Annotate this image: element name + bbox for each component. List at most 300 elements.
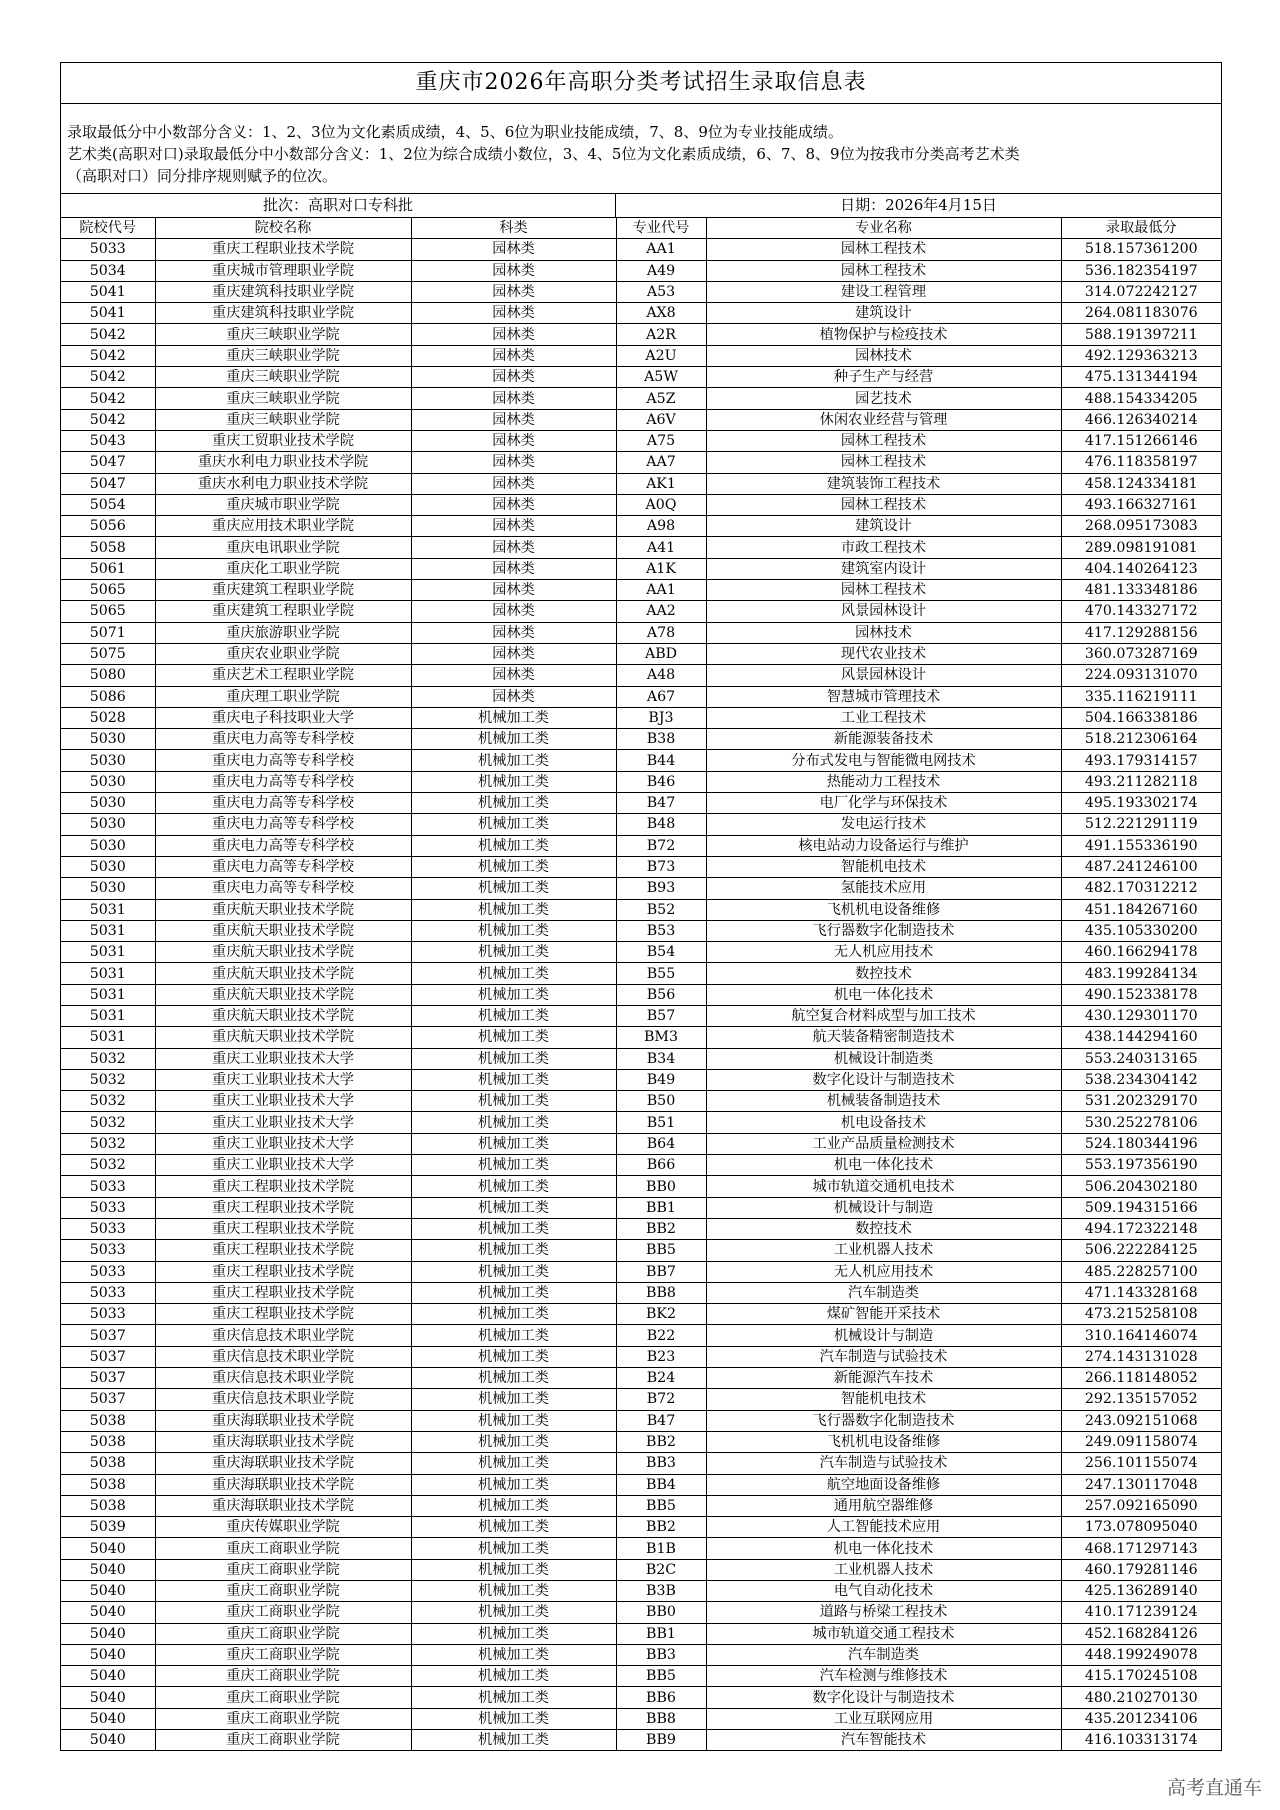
cell-category: 机械加工类 (411, 1005, 616, 1026)
table-row (61, 1282, 1221, 1303)
cell-major-name: 汽车智能技术 (706, 1730, 1061, 1751)
cell-school-code: 5038 (61, 1495, 155, 1516)
cell-school-name: 重庆电力高等专科学校 (155, 750, 411, 771)
page-title: 重庆市2026年高职分类考试招生录取信息表 (61, 63, 1221, 104)
cell-major-name: 分布式发电与智能微电网技术 (706, 750, 1061, 771)
cell-major-code: BK2 (616, 1304, 706, 1325)
admission-sheet (60, 62, 1222, 1751)
cell-category: 机械加工类 (411, 1155, 616, 1176)
table-row (61, 537, 1221, 558)
cell-major-name: 新能源汽车技术 (706, 1368, 1061, 1389)
cell-major-code: A48 (616, 665, 706, 686)
note-line: 录取最低分中小数部分含义：1、2、3位为文化素质成绩，4、5、6位为职业技能成绩，7、8、9位为专业技能成绩。 (67, 123, 843, 141)
cell-min-score: 493.211282118 (1061, 771, 1221, 792)
cell-category: 机械加工类 (411, 1538, 616, 1559)
cell-school-code: 5030 (61, 835, 155, 856)
cell-school-code: 5033 (61, 1261, 155, 1282)
cell-min-score: 468.171297143 (1061, 1538, 1221, 1559)
cell-school-code: 5041 (61, 303, 155, 324)
cell-category: 机械加工类 (411, 1261, 616, 1282)
cell-min-score: 224.093131070 (1061, 665, 1221, 686)
cell-major-name: 道路与桥梁工程技术 (706, 1602, 1061, 1623)
cell-school-name: 重庆工程职业技术学院 (155, 1240, 411, 1261)
cell-category: 园林类 (411, 643, 616, 664)
cell-school-name: 重庆电力高等专科学校 (155, 771, 411, 792)
table-row (61, 622, 1221, 643)
cell-school-code: 5042 (61, 324, 155, 345)
table-row (61, 665, 1221, 686)
cell-school-name: 重庆建筑科技职业学院 (155, 281, 411, 302)
table-row (61, 1218, 1221, 1239)
watermark-text: 高考直通车 (1166, 1777, 1262, 1799)
table-row (61, 1069, 1221, 1090)
cell-school-name: 重庆工商职业学院 (155, 1602, 411, 1623)
notes-block (61, 116, 1221, 194)
cell-school-code: 5040 (61, 1666, 155, 1687)
cell-school-code: 5056 (61, 516, 155, 537)
cell-min-score: 247.130117048 (1061, 1474, 1221, 1495)
cell-major-name: 智慧城市管理技术 (706, 686, 1061, 707)
cell-category: 机械加工类 (411, 1218, 616, 1239)
cell-major-code: AA1 (616, 580, 706, 601)
cell-school-code: 5031 (61, 899, 155, 920)
cell-min-score: 466.126340214 (1061, 409, 1221, 430)
cell-school-code: 5032 (61, 1133, 155, 1154)
table-row (61, 1240, 1221, 1261)
cell-school-code: 5032 (61, 1091, 155, 1112)
cell-school-code: 5040 (61, 1730, 155, 1751)
cell-category: 机械加工类 (411, 1687, 616, 1708)
cell-school-name: 重庆工商职业学院 (155, 1730, 411, 1751)
cell-category: 机械加工类 (411, 814, 616, 835)
cell-major-code: BB8 (616, 1282, 706, 1303)
cell-category: 机械加工类 (411, 1197, 616, 1218)
cell-major-code: BB5 (616, 1666, 706, 1687)
header-major-code: 专业代号 (616, 218, 706, 239)
cell-category: 园林类 (411, 537, 616, 558)
cell-major-name: 人工智能技术应用 (706, 1517, 1061, 1538)
cell-category: 园林类 (411, 665, 616, 686)
cell-major-name: 工业互联网应用 (706, 1708, 1061, 1729)
cell-category: 机械加工类 (411, 1240, 616, 1261)
cell-major-code: BB2 (616, 1431, 706, 1452)
cell-min-score: 492.129363213 (1061, 345, 1221, 366)
cell-category: 园林类 (411, 324, 616, 345)
cell-major-code: BB9 (616, 1730, 706, 1751)
cell-school-code: 5037 (61, 1368, 155, 1389)
cell-major-code: AA1 (616, 239, 706, 260)
cell-school-code: 5034 (61, 260, 155, 281)
table-row (61, 281, 1221, 302)
cell-category: 机械加工类 (411, 963, 616, 984)
cell-min-score: 588.191397211 (1061, 324, 1221, 345)
table-row (61, 1410, 1221, 1431)
cell-category: 机械加工类 (411, 1495, 616, 1516)
cell-school-name: 重庆信息技术职业学院 (155, 1325, 411, 1346)
header-school-name: 院校名称 (155, 218, 411, 239)
cell-major-code: A5W (616, 367, 706, 388)
cell-category: 园林类 (411, 580, 616, 601)
table-row (61, 409, 1221, 430)
cell-school-code: 5037 (61, 1346, 155, 1367)
table-row (61, 516, 1221, 537)
cell-major-name: 园林工程技术 (706, 580, 1061, 601)
cell-major-code: B38 (616, 729, 706, 750)
cell-major-name: 航空地面设备维修 (706, 1474, 1061, 1495)
cell-major-name: 汽车制造与试验技术 (706, 1453, 1061, 1474)
cell-min-score: 268.095173083 (1061, 516, 1221, 537)
cell-min-score: 475.131344194 (1061, 367, 1221, 388)
cell-school-name: 重庆城市职业学院 (155, 494, 411, 515)
cell-min-score: 494.172322148 (1061, 1218, 1221, 1239)
cell-major-name: 核电站动力设备运行与维护 (706, 835, 1061, 856)
cell-major-name: 建筑室内设计 (706, 558, 1061, 579)
cell-major-code: B52 (616, 899, 706, 920)
table-row (61, 1027, 1221, 1048)
cell-min-score: 249.091158074 (1061, 1431, 1221, 1452)
cell-min-score: 553.197356190 (1061, 1155, 1221, 1176)
cell-school-code: 5040 (61, 1602, 155, 1623)
cell-major-name: 机电设备技术 (706, 1112, 1061, 1133)
cell-school-code: 5040 (61, 1708, 155, 1729)
cell-major-code: BM3 (616, 1027, 706, 1048)
cell-min-score: 257.092165090 (1061, 1495, 1221, 1516)
batch-label: 批次：高职对口专科批 (61, 194, 616, 217)
cell-major-name: 风景园林设计 (706, 601, 1061, 622)
cell-school-code: 5030 (61, 878, 155, 899)
cell-category: 机械加工类 (411, 1602, 616, 1623)
cell-major-name: 航天装备精密制造技术 (706, 1027, 1061, 1048)
cell-major-name: 市政工程技术 (706, 537, 1061, 558)
cell-min-score: 256.101155074 (1061, 1453, 1221, 1474)
cell-major-name: 园林技术 (706, 345, 1061, 366)
cell-major-name: 智能机电技术 (706, 856, 1061, 877)
table-row (61, 1133, 1221, 1154)
table-row (61, 835, 1221, 856)
cell-school-name: 重庆工业职业技术大学 (155, 1112, 411, 1133)
cell-major-name: 汽车制造类 (706, 1644, 1061, 1665)
cell-major-name: 建筑设计 (706, 516, 1061, 537)
table-row (61, 260, 1221, 281)
cell-school-code: 5042 (61, 367, 155, 388)
cell-min-score: 264.081183076 (1061, 303, 1221, 324)
cell-school-code: 5031 (61, 942, 155, 963)
table-row (61, 1368, 1221, 1389)
cell-major-name: 飞机机电设备维修 (706, 1431, 1061, 1452)
cell-school-code: 5032 (61, 1069, 155, 1090)
table-row (61, 814, 1221, 835)
table-row (61, 601, 1221, 622)
cell-major-name: 机械装备制造技术 (706, 1091, 1061, 1112)
cell-major-code: B72 (616, 835, 706, 856)
batch-date-row (61, 194, 1221, 218)
cell-school-name: 重庆水利电力职业技术学院 (155, 452, 411, 473)
cell-category: 机械加工类 (411, 942, 616, 963)
cell-min-score: 485.228257100 (1061, 1261, 1221, 1282)
cell-category: 机械加工类 (411, 1176, 616, 1197)
table-row (61, 303, 1221, 324)
cell-school-code: 5038 (61, 1474, 155, 1495)
cell-min-score: 335.116219111 (1061, 686, 1221, 707)
cell-school-name: 重庆农业职业学院 (155, 643, 411, 664)
cell-school-code: 5037 (61, 1325, 155, 1346)
cell-min-score: 495.193302174 (1061, 793, 1221, 814)
cell-school-name: 重庆工商职业学院 (155, 1687, 411, 1708)
table-row (61, 1602, 1221, 1623)
cell-major-code: BB0 (616, 1176, 706, 1197)
cell-major-code: B56 (616, 984, 706, 1005)
cell-school-name: 重庆工商职业学院 (155, 1644, 411, 1665)
cell-major-name: 煤矿智能开采技术 (706, 1304, 1061, 1325)
cell-school-code: 5039 (61, 1517, 155, 1538)
header-min-score: 录取最低分 (1061, 218, 1221, 239)
cell-category: 园林类 (411, 388, 616, 409)
cell-major-name: 植物保护与检疫技术 (706, 324, 1061, 345)
cell-major-name: 风景园林设计 (706, 665, 1061, 686)
cell-min-score: 553.240313165 (1061, 1048, 1221, 1069)
cell-category: 机械加工类 (411, 1091, 616, 1112)
cell-category: 机械加工类 (411, 750, 616, 771)
cell-category: 机械加工类 (411, 1389, 616, 1410)
table-row (61, 963, 1221, 984)
table-row (61, 1474, 1221, 1495)
cell-major-code: AX8 (616, 303, 706, 324)
cell-min-score: 274.143131028 (1061, 1346, 1221, 1367)
cell-school-name: 重庆理工职业学院 (155, 686, 411, 707)
table-row (61, 494, 1221, 515)
cell-school-name: 重庆电力高等专科学校 (155, 878, 411, 899)
cell-school-name: 重庆旅游职业学院 (155, 622, 411, 643)
table-row (61, 1623, 1221, 1644)
table-row (61, 430, 1221, 451)
cell-category: 机械加工类 (411, 771, 616, 792)
cell-major-code: BB5 (616, 1240, 706, 1261)
cell-category: 园林类 (411, 516, 616, 537)
cell-school-name: 重庆航天职业技术学院 (155, 1027, 411, 1048)
cell-major-code: BB7 (616, 1261, 706, 1282)
cell-school-code: 5038 (61, 1410, 155, 1431)
cell-min-score: 292.135157052 (1061, 1389, 1221, 1410)
cell-category: 机械加工类 (411, 1069, 616, 1090)
cell-school-name: 重庆海联职业技术学院 (155, 1474, 411, 1495)
cell-school-code: 5030 (61, 856, 155, 877)
cell-min-score: 314.072242127 (1061, 281, 1221, 302)
cell-category: 园林类 (411, 281, 616, 302)
table-row (61, 1304, 1221, 1325)
cell-school-name: 重庆航天职业技术学院 (155, 942, 411, 963)
cell-category: 机械加工类 (411, 1368, 616, 1389)
cell-category: 机械加工类 (411, 878, 616, 899)
cell-major-code: B57 (616, 1005, 706, 1026)
cell-school-name: 重庆电力高等专科学校 (155, 729, 411, 750)
cell-min-score: 360.073287169 (1061, 643, 1221, 664)
cell-school-code: 5040 (61, 1687, 155, 1708)
table-row (61, 1517, 1221, 1538)
cell-school-name: 重庆电力高等专科学校 (155, 856, 411, 877)
table-row (61, 1559, 1221, 1580)
cell-school-name: 重庆工贸职业技术学院 (155, 430, 411, 451)
cell-major-name: 数控技术 (706, 963, 1061, 984)
cell-school-name: 重庆信息技术职业学院 (155, 1389, 411, 1410)
cell-major-name: 汽车制造类 (706, 1282, 1061, 1303)
cell-category: 园林类 (411, 622, 616, 643)
cell-major-code: B2C (616, 1559, 706, 1580)
cell-school-name: 重庆工业职业技术大学 (155, 1069, 411, 1090)
cell-major-name: 数字化设计与制造技术 (706, 1687, 1061, 1708)
cell-category: 机械加工类 (411, 1666, 616, 1687)
table-row (61, 686, 1221, 707)
cell-major-code: A78 (616, 622, 706, 643)
cell-school-name: 重庆工业职业技术大学 (155, 1048, 411, 1069)
cell-major-code: A0Q (616, 494, 706, 515)
cell-category: 机械加工类 (411, 984, 616, 1005)
cell-school-code: 5038 (61, 1453, 155, 1474)
table-row (61, 856, 1221, 877)
cell-category: 机械加工类 (411, 1133, 616, 1154)
cell-school-code: 5040 (61, 1623, 155, 1644)
cell-major-name: 智能机电技术 (706, 1389, 1061, 1410)
cell-major-code: A98 (616, 516, 706, 537)
cell-major-name: 工业产品质量检测技术 (706, 1133, 1061, 1154)
table-row (61, 878, 1221, 899)
cell-major-code: BB8 (616, 1708, 706, 1729)
cell-school-code: 5043 (61, 430, 155, 451)
cell-category: 机械加工类 (411, 1431, 616, 1452)
cell-major-code: B23 (616, 1346, 706, 1367)
cell-school-code: 5031 (61, 1027, 155, 1048)
cell-major-name: 工业工程技术 (706, 707, 1061, 728)
cell-category: 机械加工类 (411, 1410, 616, 1431)
table-row (61, 707, 1221, 728)
cell-school-code: 5030 (61, 771, 155, 792)
cell-major-name: 航空复合材料成型与加工技术 (706, 1005, 1061, 1026)
cell-school-code: 5065 (61, 580, 155, 601)
cell-school-code: 5033 (61, 1218, 155, 1239)
cell-school-name: 重庆三峡职业学院 (155, 324, 411, 345)
header-major-name: 专业名称 (706, 218, 1061, 239)
cell-category: 机械加工类 (411, 1048, 616, 1069)
cell-school-name: 重庆电力高等专科学校 (155, 835, 411, 856)
cell-major-name: 园林工程技术 (706, 430, 1061, 451)
cell-min-score: 404.140264123 (1061, 558, 1221, 579)
cell-school-code: 5030 (61, 814, 155, 835)
cell-school-name: 重庆工业职业技术大学 (155, 1091, 411, 1112)
table-row (61, 899, 1221, 920)
cell-min-score: 509.194315166 (1061, 1197, 1221, 1218)
cell-category: 机械加工类 (411, 1581, 616, 1602)
cell-min-score: 266.118148052 (1061, 1368, 1221, 1389)
cell-major-name: 园林工程技术 (706, 239, 1061, 260)
table-row (61, 729, 1221, 750)
cell-major-name: 电气自动化技术 (706, 1581, 1061, 1602)
table-row (61, 367, 1221, 388)
cell-min-score: 536.182354197 (1061, 260, 1221, 281)
cell-category: 机械加工类 (411, 1730, 616, 1751)
cell-school-name: 重庆三峡职业学院 (155, 367, 411, 388)
table-row (61, 1346, 1221, 1367)
cell-major-name: 园林工程技术 (706, 494, 1061, 515)
cell-school-name: 重庆信息技术职业学院 (155, 1368, 411, 1389)
cell-major-name: 无人机应用技术 (706, 1261, 1061, 1282)
cell-category: 机械加工类 (411, 1453, 616, 1474)
cell-min-score: 416.103313174 (1061, 1730, 1221, 1751)
cell-category: 机械加工类 (411, 793, 616, 814)
cell-school-code: 5061 (61, 558, 155, 579)
table-row (61, 1538, 1221, 1559)
cell-major-code: B66 (616, 1155, 706, 1176)
cell-major-code: B54 (616, 942, 706, 963)
cell-major-code: AK1 (616, 473, 706, 494)
cell-major-code: B47 (616, 793, 706, 814)
cell-major-code: BB0 (616, 1602, 706, 1623)
cell-major-name: 新能源装备技术 (706, 729, 1061, 750)
cell-major-name: 汽车制造与试验技术 (706, 1346, 1061, 1367)
cell-major-name: 机电一体化技术 (706, 1155, 1061, 1176)
cell-min-score: 417.129288156 (1061, 622, 1221, 643)
cell-major-name: 机械设计制造类 (706, 1048, 1061, 1069)
cell-school-name: 重庆工商职业学院 (155, 1623, 411, 1644)
cell-min-score: 470.143327172 (1061, 601, 1221, 622)
cell-school-name: 重庆信息技术职业学院 (155, 1346, 411, 1367)
cell-school-name: 重庆工业职业技术大学 (155, 1155, 411, 1176)
cell-min-score: 480.210270130 (1061, 1687, 1221, 1708)
cell-major-code: B72 (616, 1389, 706, 1410)
cell-major-code: A75 (616, 430, 706, 451)
cell-school-name: 重庆建筑工程职业学院 (155, 580, 411, 601)
cell-category: 机械加工类 (411, 1708, 616, 1729)
table-row (61, 920, 1221, 941)
cell-school-code: 5030 (61, 793, 155, 814)
cell-category: 机械加工类 (411, 1346, 616, 1367)
cell-min-score: 487.241246100 (1061, 856, 1221, 877)
cell-major-code: BB1 (616, 1623, 706, 1644)
note-line: 艺术类(高职对口)录取最低分中小数部分含义：1、2位为综合成绩小数位，3、4、5位为文化素质成绩，6、7、8、9位为按我市分类高考艺术类 (67, 145, 1020, 163)
cell-school-code: 5047 (61, 473, 155, 494)
cell-major-code: A5Z (616, 388, 706, 409)
cell-min-score: 488.154334205 (1061, 388, 1221, 409)
cell-category: 机械加工类 (411, 1474, 616, 1495)
cell-min-score: 460.179281146 (1061, 1559, 1221, 1580)
cell-school-code: 5038 (61, 1431, 155, 1452)
cell-school-code: 5071 (61, 622, 155, 643)
cell-min-score: 530.252278106 (1061, 1112, 1221, 1133)
cell-school-code: 5040 (61, 1644, 155, 1665)
cell-school-name: 重庆三峡职业学院 (155, 409, 411, 430)
cell-school-code: 5033 (61, 1176, 155, 1197)
cell-category: 园林类 (411, 430, 616, 451)
cell-school-name: 重庆航天职业技术学院 (155, 963, 411, 984)
cell-category: 园林类 (411, 260, 616, 281)
cell-min-score: 417.151266146 (1061, 430, 1221, 451)
cell-min-score: 490.152338178 (1061, 984, 1221, 1005)
cell-major-code: B55 (616, 963, 706, 984)
cell-major-code: A67 (616, 686, 706, 707)
cell-school-code: 5031 (61, 920, 155, 941)
cell-school-name: 重庆航天职业技术学院 (155, 984, 411, 1005)
cell-major-name: 现代农业技术 (706, 643, 1061, 664)
table-row (61, 1325, 1221, 1346)
cell-major-name: 建设工程管理 (706, 281, 1061, 302)
cell-min-score: 473.215258108 (1061, 1304, 1221, 1325)
cell-min-score: 435.201234106 (1061, 1708, 1221, 1729)
cell-major-name: 工业机器人技术 (706, 1559, 1061, 1580)
cell-major-name: 飞行器数字化制造技术 (706, 920, 1061, 941)
cell-category: 机械加工类 (411, 729, 616, 750)
table-row (61, 1155, 1221, 1176)
cell-school-name: 重庆工商职业学院 (155, 1559, 411, 1580)
cell-major-name: 工业机器人技术 (706, 1240, 1061, 1261)
cell-school-name: 重庆城市管理职业学院 (155, 260, 411, 281)
